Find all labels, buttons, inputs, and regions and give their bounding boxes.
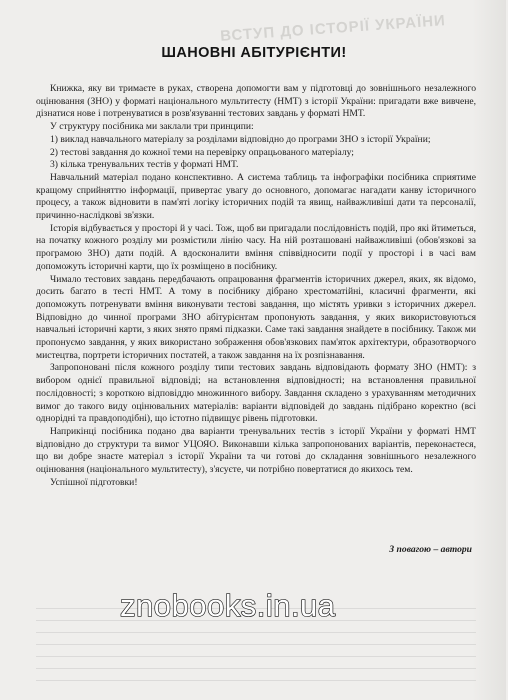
paragraph-final-tests: Наприкінці посібника подано два варіанти тренувальних тестів з історії України у форматі НМТ відповідно до структури та вимог УЦОЯО. Виконавши кілька запропонованих варіантів, переконаєтеся, що ви добре знаєте матеріал з історії України та чи готові до складання зовнішнього незалежного оцінювання (національного мультитесту), з'ясуєте, чи потрібно повертатися до якихось тем. — [36, 425, 476, 476]
paragraph-principles: У структуру посібника ми заклали три принципи: — [50, 121, 254, 133]
paragraph-wishes: Успішної підготовки! — [50, 476, 138, 488]
page-title: ШАНОВНІ АБІТУРІЄНТИ! — [161, 45, 347, 61]
paragraph-intro: Книжка, яку ви тримаєте в руках, створена допомогти вам у підготовці до зовнішнього незалежного оцінювання (ЗНО) у форматі національного мультитесту (НМТ) з історії України: пригадати вже вивчене, дізнатися нове і потренуватися в розв'язуванні тестових завдань у форматі НМТ. — [36, 83, 476, 120]
paragraph-sources: Чимало тестових завдань передбачають опрацювання фрагментів історичних джерел, яких, як відомо, досить багато в тесті НМТ. А тому в посібнику дібрано хрестоматійні, класичні фрагменти, які допоможуть потренувати вміння виконувати тестові завдання, що містять уривки з історичних джерел. Відповідно до чинної програми ЗНО абітурієнтам пропонують завдання, у яких використовуються навчальні історичні карти, з яких знято прямі підказки. Саме такі завдання знайдете в посібнику. Також ми пропонуємо завдання, у яких використано зображення обов'язкових пам'яток архітектури, образотворчого мистецтва, портрети історичних постатей, а також завдання на їх розпізнавання. — [36, 273, 476, 361]
paragraph-test-types: Запропоновані після кожного розділу типи тестових завдань відповідають формату ЗНО (НМТ): з вибором однієї правильної відповіді; на встановлення відповідності; на встановлення правильної послідовності; з короткою відповіддю множинного вибору. Завдання складено з урахуванням методичних вимог до такого виду оцінювальних матеріалів: варіанти відповідей до завдань підібрано коректно (всі однорідні та правдоподібні), що істотно підвищує рівень підготовки. — [36, 362, 476, 425]
signature: З повагою – автори — [389, 544, 472, 555]
list-item-1: 1) виклад навчального матеріалу за розділами відповідно до програми ЗНО з історії України; — [50, 133, 431, 145]
page-edge-shadow — [472, 0, 506, 700]
bleed-through-heading: ВСТУП ДО ІСТОРІЇ УКРАЇНИ — [219, 12, 447, 45]
watermark-logo: znobooks.in.ua — [120, 588, 336, 623]
paragraph-material: Навчальний матеріал подано конспективно. А система таблиць та інфографіки посібника сприятиме кращому сприйняттю інформації, привертає увагу до основного, допомагає нагадати канву історичного процесу, а також відновити в пам'яті логіку історичних подій та явищ, найважливіші дати та персоналії, причинно-наслідкові зв'язки. — [36, 171, 476, 222]
list-item-2: 2) тестові завдання до кожної теми на перевірку опрацьованого матеріалу; — [50, 146, 354, 158]
paragraph-timeline: Історія відбувається у просторі й у часі. Тож, щоб ви пригадали послідовність подій, про які йтиметься, на початку кожного розділу ми розмістили лінію часу. На ній розташовані найважливіші (обов'язкові за програмою ЗНО) дати подій. А вдосконалити вміння співвідносити події у просторі і в часі вам допоможуть історичні карти, що їх розміщено в посібнику. — [36, 222, 476, 272]
list-item-3: 3) кілька тренувальних тестів у форматі НМТ. — [50, 159, 239, 171]
body-text — [36, 83, 476, 490]
